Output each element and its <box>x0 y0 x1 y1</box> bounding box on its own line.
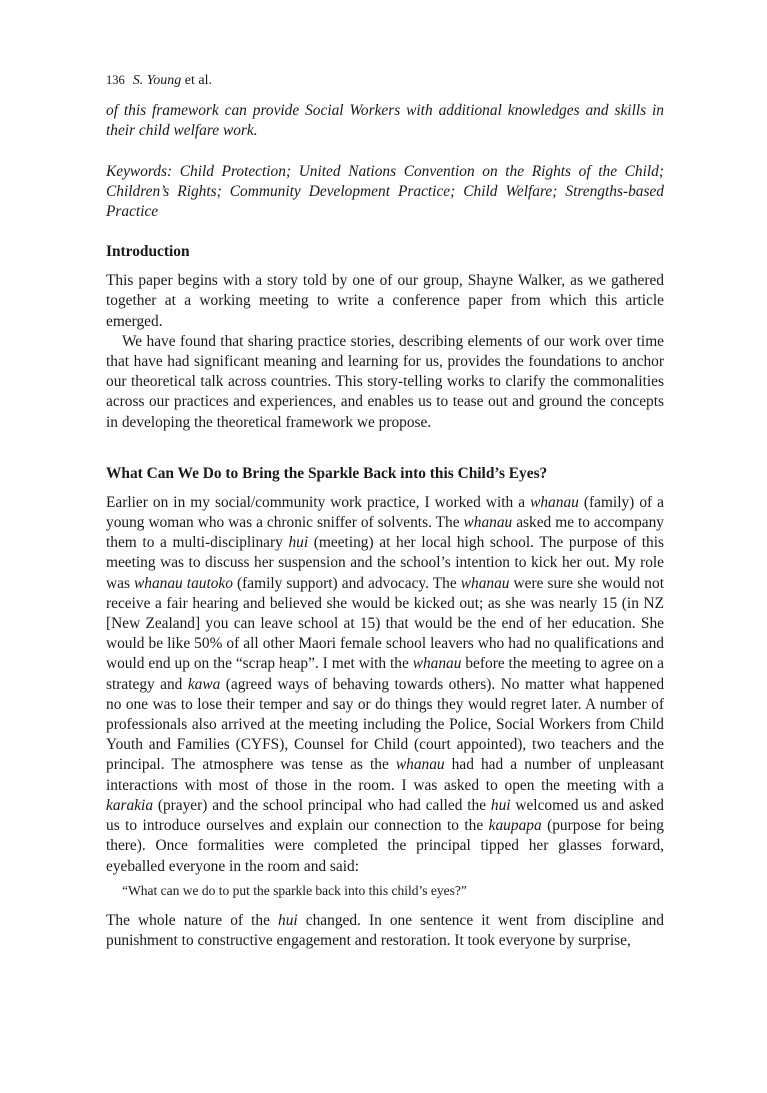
block-quote: “What can we do to put the sparkle back into this child’s eyes?” <box>122 882 467 898</box>
italic-term: whanau <box>412 655 462 673</box>
page-body <box>106 70 664 951</box>
running-head <box>106 70 664 91</box>
story-paragraph-2: The whole nature of the hui changed. In one sentence it went from discipline and punishment to constructive engagement and restoration. It took everyone by surprise, <box>106 911 664 950</box>
section-heading-sparkle: What Can We Do to Bring the Sparkle Back into this Child’s Eyes? <box>106 464 548 482</box>
abstract-conclusion: of this framework can provide Social Workers with additional knowledges and skills in their child welfare work. <box>106 102 664 140</box>
italic-term: whanau <box>530 493 579 511</box>
italic-term: whanau <box>463 514 513 532</box>
running-head-author: S. Young <box>132 73 182 88</box>
italic-term: whanau <box>395 756 445 774</box>
italic-term: whanau tautoko <box>134 574 233 592</box>
page-number: 136 <box>106 73 125 87</box>
italic-term: kawa <box>187 675 221 693</box>
section-heading-introduction: Introduction <box>106 243 190 261</box>
intro-paragraph-2: We have found that sharing practice stories, describing elements of our work over time that have had significant meaning and learning for us, provides the foundations to anchor our theoretical talk across countries. This story-telling works to clarify the commonalities across our practices and experiences, and enables us to tease out and ground the concepts in developing the theoretical framework we propose. <box>106 332 664 431</box>
keywords: Keywords: Child Protection; United Nations Convention on the Rights of the Child; Children’s Rights; Community Development Practice; Child Welfare; Strengths-based Practice <box>106 162 664 221</box>
italic-term: hui <box>278 911 298 929</box>
italic-term: hui <box>490 796 511 814</box>
running-head-etal: et al. <box>181 73 212 88</box>
intro-paragraph-1: This paper begins with a story told by one of our group, Shayne Walker, as we gathered together at a working meeting to write a conference paper from which this article emerged. <box>106 272 664 330</box>
story-paragraph-1: Earlier on in my social/community work practice, I worked with a whanau (family) of a young woman who was a chronic sniffer of solvents. The whanau asked me to accompany them to a multi-disciplinary hui (meeting) at her local high school. The purpose of this meeting was to discuss her suspension and the school’s intention to kick her out. My role was whanau tautoko (family support) and advocacy. The whanau were sure she would not receive a fair hearing and believed she would be kicked out; as she was nearly 15 (in NZ [New Zealand] you can leave school at 15) that would be the end of her education. She would be like 50% of all other Maori female school leavers who had no qualifications and would end up on the “scrap heap”. I met with the whanau before the meeting to agree on a strategy and kawa (agreed ways of behaving towards others). No matter what happened no one was to lose their temper and say or do things they would regret later. A number of professionals also arrived at the meeting including the Police, Social Workers from Child Youth and Families (CYFS), Counsel for Child (court appointed), two teachers and the principal. The atmosphere was tense as the whanau had had a number of unpleasant interactions with most of those in the room. I was asked to open the meeting with a karakia (prayer) and the school principal who had called the hui welcomed us and asked us to introduce ourselves and explain our connection to the kaupapa (purpose for being there). Once formalities were completed the principal tipped her glasses forward, eyeballed everyone in the room and said: <box>106 493 665 875</box>
italic-term: kaupapa <box>488 817 542 835</box>
italic-term: karakia <box>106 796 154 814</box>
italic-term: hui <box>288 534 309 552</box>
italic-term: whanau <box>460 574 510 592</box>
